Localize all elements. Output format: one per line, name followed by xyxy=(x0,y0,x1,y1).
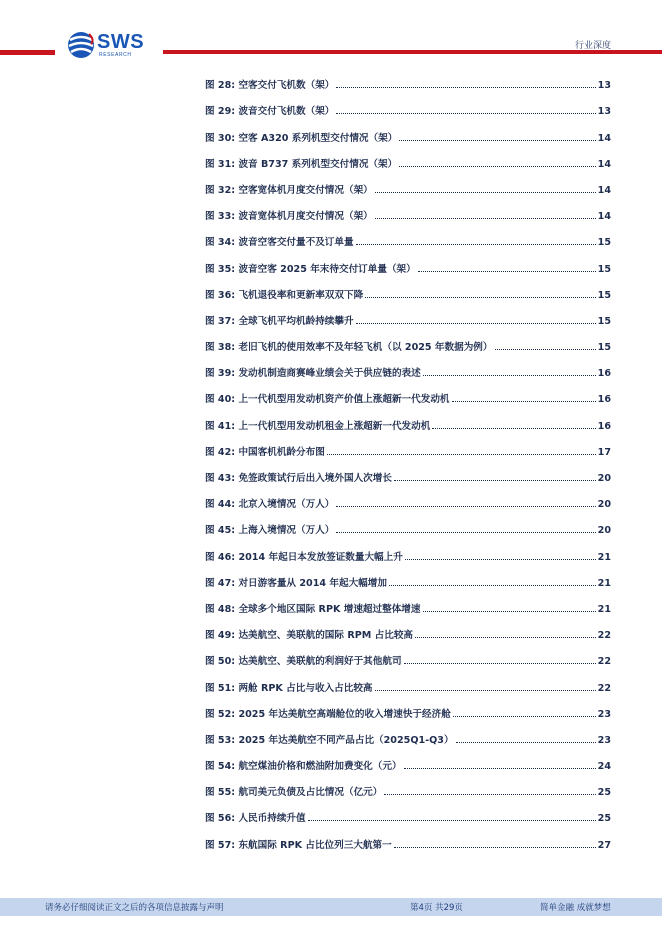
toc-entry[interactable] xyxy=(205,805,611,831)
toc-entry-page: 20 xyxy=(597,525,611,537)
toc-entry-label: 图 40: 上一代机型用发动机资产价值上涨超新一代发动机 xyxy=(205,394,450,406)
figure-list xyxy=(205,72,611,858)
toc-leader-dots xyxy=(336,86,595,88)
toc-entry[interactable] xyxy=(205,255,611,281)
toc-leader-dots xyxy=(356,243,596,245)
toc-entry[interactable] xyxy=(205,648,611,674)
toc-entry-label: 图 53: 2025 年达美航空不同产品占比（2025Q1-Q3） xyxy=(205,734,454,746)
toc-entry-page: 24 xyxy=(597,761,611,773)
toc-entry-label: 图 37: 全球飞机平均机龄持续攀升 xyxy=(205,315,354,327)
toc-entry-page: 14 xyxy=(597,132,611,144)
toc-leader-dots xyxy=(423,610,596,612)
toc-entry-page: 21 xyxy=(597,551,611,563)
toc-entry-page: 22 xyxy=(597,682,611,694)
toc-leader-dots xyxy=(365,296,595,298)
toc-leader-dots xyxy=(418,270,596,272)
toc-entry-label: 图 33: 波音宽体机月度交付情况（架） xyxy=(205,211,373,223)
footer-disclaimer: 请务必仔细阅读正文之后的各项信息披露与声明 xyxy=(45,903,224,913)
toc-entry-label: 图 43: 免签政策试行后出入境外国人次增长 xyxy=(205,473,392,484)
toc-entry[interactable] xyxy=(205,439,611,465)
toc-leader-dots xyxy=(404,767,596,769)
toc-entry-page: 13 xyxy=(597,106,611,118)
toc-entry[interactable] xyxy=(205,674,611,700)
toc-entry-page: 15 xyxy=(597,315,611,327)
toc-entry-label: 图 45: 上海入境情况（万人） xyxy=(205,525,335,537)
toc-leader-dots xyxy=(336,505,595,507)
toc-entry-label: 图 54: 航空煤油价格和燃油附加费变化（元） xyxy=(205,761,402,773)
toc-entry[interactable] xyxy=(205,753,611,779)
toc-entry-label: 图 32: 空客宽体机月度交付情况（架） xyxy=(205,184,373,196)
toc-entry-label: 图 47: 对日游客量从 2014 年起大幅增加 xyxy=(205,577,387,589)
toc-entry-label: 图 46: 2014 年起日本发放签证数量大幅上升 xyxy=(205,551,403,563)
toc-entry-page: 20 xyxy=(597,499,611,511)
toc-entry-label: 图 30: 空客 A320 系列机型交付情况（架） xyxy=(205,132,398,144)
toc-entry[interactable] xyxy=(205,124,611,150)
toc-entry[interactable] xyxy=(205,151,611,177)
logo-wordmark: SWS xyxy=(97,31,145,53)
toc-leader-dots xyxy=(375,217,596,219)
toc-leader-dots xyxy=(394,479,596,481)
toc-entry-label: 图 55: 航司美元负债及占比情况（亿元） xyxy=(205,787,383,799)
toc-entry[interactable] xyxy=(205,282,611,308)
toc-entry-page: 22 xyxy=(597,630,611,642)
toc-entry-label: 图 50: 达美航空、美联航的利润好于其他航司 xyxy=(205,656,402,668)
toc-entry[interactable] xyxy=(205,386,611,412)
toc-entry[interactable] xyxy=(205,543,611,569)
footer-slogan: 简单金融 成就梦想 xyxy=(540,903,611,913)
toc-leader-dots xyxy=(375,191,596,193)
toc-entry-page: 13 xyxy=(597,80,611,92)
toc-entry-page: 25 xyxy=(597,787,611,799)
toc-leader-dots xyxy=(405,558,596,560)
logo-subtitle: RESEARCH xyxy=(99,52,132,58)
toc-entry-page: 27 xyxy=(597,839,611,851)
toc-entry-label: 图 29: 波音交付飞机数（架） xyxy=(205,106,335,118)
toc-entry-page: 22 xyxy=(597,656,611,668)
toc-leader-dots xyxy=(389,584,596,586)
toc-leader-dots xyxy=(432,427,595,429)
toc-entry-page: 15 xyxy=(597,289,611,301)
toc-entry-label: 图 36: 飞机退役率和更新率双双下降 xyxy=(205,289,364,301)
toc-leader-dots xyxy=(399,165,595,167)
toc-entry-page: 16 xyxy=(597,420,611,432)
toc-entry-label: 图 49: 达美航空、美联航的国际 RPM 占比较高 xyxy=(205,630,414,642)
toc-entry-label: 图 38: 老旧飞机的使用效率不及年轻飞机（以 2025 年数据为例） xyxy=(205,342,493,354)
toc-entry[interactable] xyxy=(205,570,611,596)
toc-leader-dots xyxy=(404,662,596,664)
toc-leader-dots xyxy=(453,715,596,717)
toc-entry[interactable] xyxy=(205,308,611,334)
sws-logo xyxy=(67,30,159,62)
toc-leader-dots xyxy=(456,741,596,743)
toc-entry-label: 图 41: 上一代机型用发动机租金上涨超新一代发动机 xyxy=(205,420,431,432)
toc-entry-page: 14 xyxy=(597,158,611,170)
toc-leader-dots xyxy=(399,139,595,141)
toc-leader-dots xyxy=(356,322,596,324)
toc-entry-page: 15 xyxy=(597,342,611,354)
toc-entry[interactable] xyxy=(205,334,611,360)
page-header xyxy=(0,0,662,70)
toc-leader-dots xyxy=(336,531,595,533)
toc-entry-page: 14 xyxy=(597,211,611,223)
toc-entry-page: 16 xyxy=(597,394,611,406)
toc-entry[interactable] xyxy=(205,596,611,622)
toc-entry-label: 图 57: 东航国际 RPK 占比位列三大航第一 xyxy=(205,839,392,851)
toc-entry[interactable] xyxy=(205,491,611,517)
toc-entry-label: 图 48: 全球多个地区国际 RPK 增速超过整体增速 xyxy=(205,603,421,615)
toc-entry-page: 21 xyxy=(597,603,611,615)
toc-entry-label: 图 42: 中国客机机龄分布图 xyxy=(205,446,325,458)
toc-entry[interactable] xyxy=(205,517,611,543)
toc-entry[interactable] xyxy=(205,203,611,229)
sws-globe-icon xyxy=(67,30,95,60)
toc-entry[interactable] xyxy=(205,360,611,386)
toc-entry-label: 图 31: 波音 B737 系列机型交付情况（架） xyxy=(205,158,398,170)
toc-entry[interactable] xyxy=(205,229,611,255)
toc-entry-label: 图 39: 发动机制造商赛峰业绩会关于供应链的表述 xyxy=(205,368,421,380)
toc-entry[interactable] xyxy=(205,727,611,753)
toc-leader-dots xyxy=(336,112,595,114)
toc-entry[interactable] xyxy=(205,412,611,438)
toc-leader-dots xyxy=(327,453,596,455)
toc-leader-dots xyxy=(452,400,596,402)
toc-entry[interactable] xyxy=(205,98,611,124)
toc-entry-page: 20 xyxy=(597,473,611,484)
toc-leader-dots xyxy=(375,689,596,691)
toc-entry-page: 17 xyxy=(597,446,611,458)
toc-entry-page: 21 xyxy=(597,577,611,589)
toc-leader-dots xyxy=(394,846,596,848)
toc-leader-dots xyxy=(423,374,596,376)
toc-entry-page: 14 xyxy=(597,184,611,196)
toc-entry-page: 23 xyxy=(597,734,611,746)
toc-entry[interactable] xyxy=(205,831,611,857)
toc-entry-page: 16 xyxy=(597,368,611,380)
toc-entry[interactable] xyxy=(205,72,611,98)
toc-leader-dots xyxy=(384,793,595,795)
footer-page-info: 第4页 共29页 xyxy=(410,903,463,913)
document-type: 行业深度 xyxy=(575,41,612,51)
toc-entry-label: 图 28: 空客交付飞机数（架） xyxy=(205,80,335,92)
toc-entry[interactable] xyxy=(205,622,611,648)
header-rule-left xyxy=(0,50,55,55)
toc-entry-label: 图 35: 波音空客 2025 年末待交付订单量（架） xyxy=(205,263,416,275)
toc-entry-label: 图 56: 人民币持续升值 xyxy=(205,813,306,825)
toc-leader-dots xyxy=(495,348,596,350)
toc-leader-dots xyxy=(308,819,596,821)
toc-entry-page: 25 xyxy=(597,813,611,825)
toc-entry-label: 图 52: 2025 年达美航空高端舱位的收入增速快于经济舱 xyxy=(205,708,451,720)
toc-entry[interactable] xyxy=(205,465,611,491)
toc-leader-dots xyxy=(415,636,596,638)
toc-entry-page: 23 xyxy=(597,708,611,720)
toc-entry-label: 图 51: 两舱 RPK 占比与收入占比较高 xyxy=(205,682,373,694)
toc-entry[interactable] xyxy=(205,779,611,805)
toc-entry-label: 图 34: 波音空客交付量不及订单量 xyxy=(205,237,354,249)
toc-entry-page: 15 xyxy=(597,237,611,249)
toc-entry-page: 15 xyxy=(597,263,611,275)
toc-entry[interactable] xyxy=(205,701,611,727)
toc-entry[interactable] xyxy=(205,177,611,203)
toc-entry-label: 图 44: 北京入境情况（万人） xyxy=(205,499,335,511)
